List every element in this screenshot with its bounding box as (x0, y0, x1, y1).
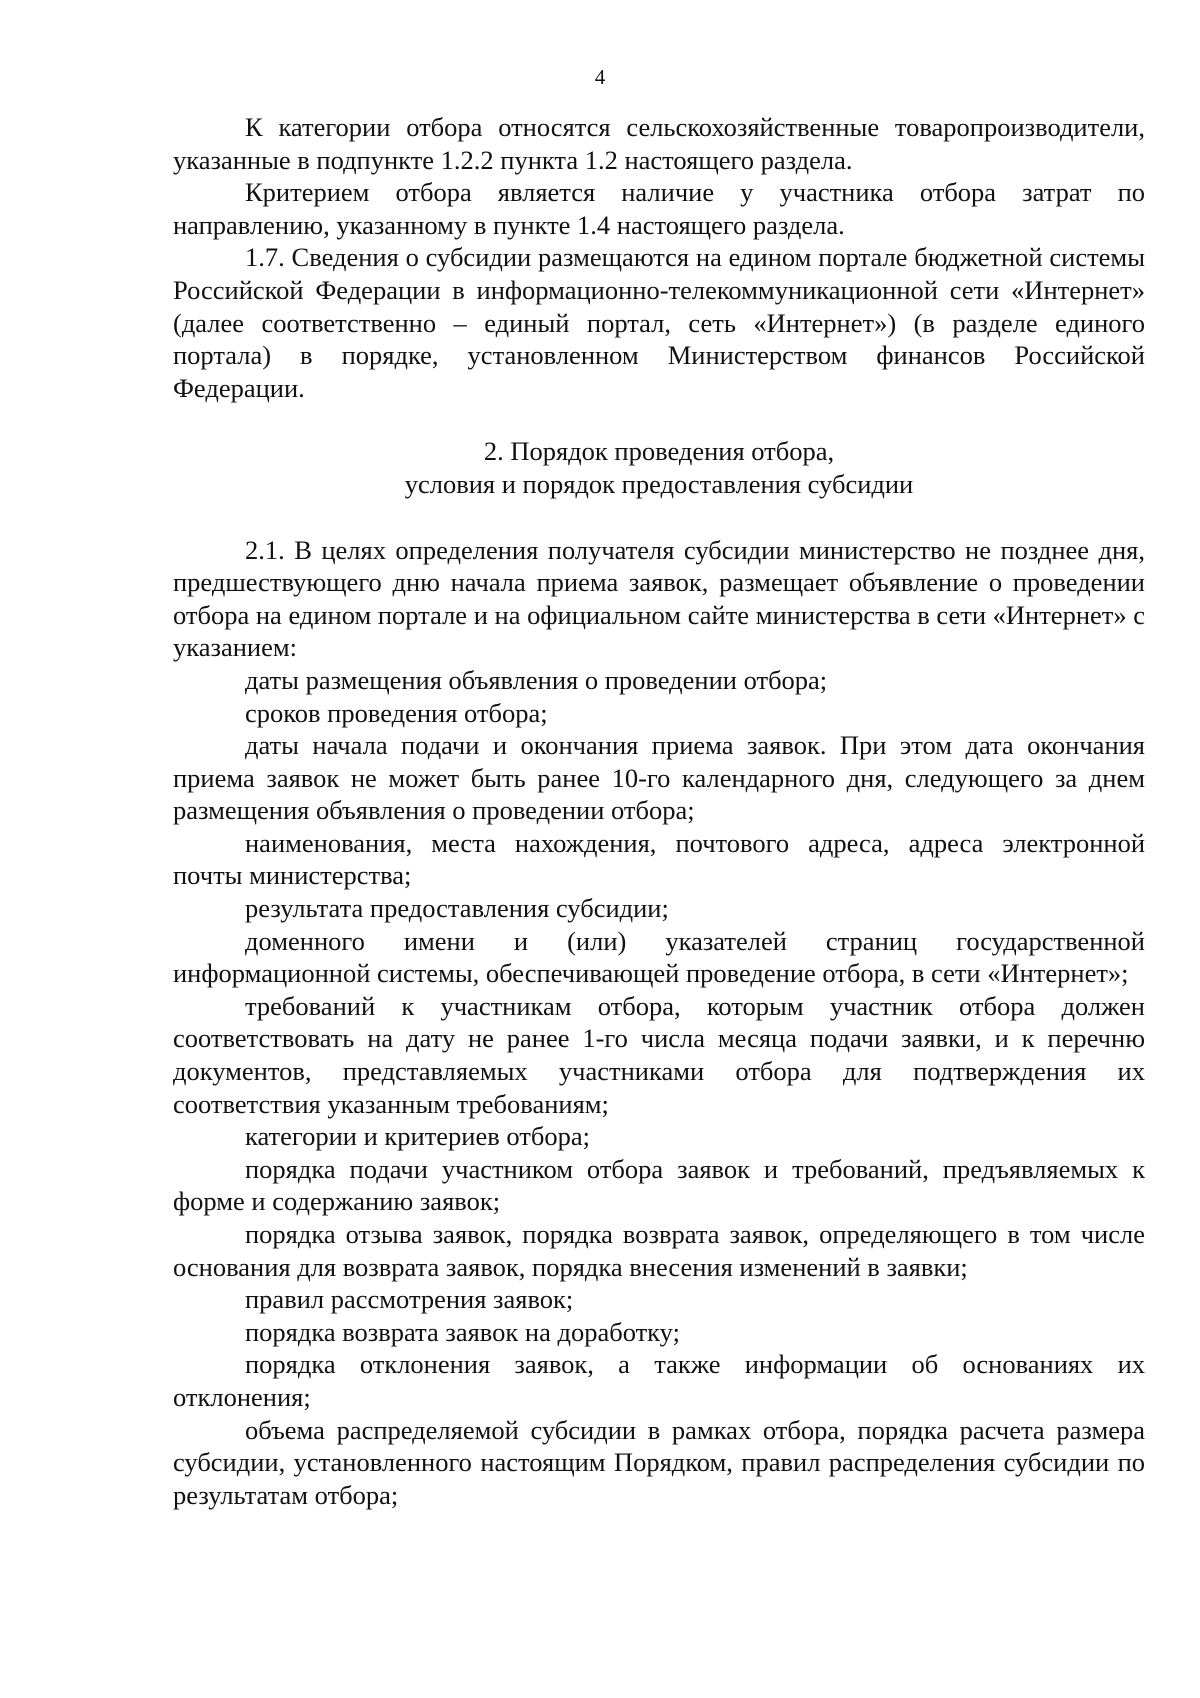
list-item: порядка подачи участником отбора заявок и требований, предъявляемых к форме и содержанию заявок; (173, 1153, 1145, 1217)
list-item: даты начала подачи и окончания приема заявок. При этом дата окончания приема заявок не может быть ранее 10-го календарного дня, следующего за днем размещения объявления о проведении отбора; (173, 730, 1145, 826)
document-body (173, 111, 1145, 1511)
list-item: даты размещения объявления о проведении отбора; (245, 664, 828, 695)
list-item: порядка отклонения заявок, а также информации об основаниях их отклонения; (173, 1349, 1145, 1412)
list-item: правил рассмотрения заявок; (245, 1284, 574, 1315)
section-heading-line-1: 2. Порядок проведения отбора, (483, 436, 835, 467)
paragraph: Критерием отбора является наличие у участника отбора затрат по направлению, указанному в пункте 1.4 настоящего раздела. (173, 177, 1145, 240)
paragraph: К категории отбора относятся сельскохозяйственные товаропроизводители, указанные в подпункте 1.2.2 пункта 1.2 настоящего раздела. (173, 112, 1145, 175)
list-item: сроков проведения отбора; (245, 697, 548, 728)
paragraph: 2.1. В целях определения получателя субсидии министерство не позднее дня, предшествующего дню начала приема заявок, размещает объявление о проведении отбора на едином портале и на официальном сайте министерства в сети «Интернет» с указанием: (173, 534, 1145, 663)
list-item: доменного имени и (или) указателей страниц государственной информационной системы, обеспечивающей проведение отбора, в сети «Интернет»; (173, 925, 1145, 989)
spacer (173, 404, 1145, 435)
section-heading-line-2: условия и порядок предоставления субсидии (404, 468, 914, 499)
list-item: объема распределяемой субсидии в рамках отбора, порядка расчета размера субсидии, установленного настоящим Порядком, правил распределения субсидии по результатам отбора; (173, 1414, 1145, 1510)
list-item: порядка возврата заявок на доработку; (245, 1316, 680, 1347)
list-item: требований к участникам отбора, которым участник отбора должен соответствовать на дату не ранее 1-го числа месяца подачи заявки, и к перечню документов, представляемых участниками отбора для подтверждения их соответствия указанным требованиям; (173, 990, 1145, 1119)
list-item: наименования, места нахождения, почтового адреса, адреса электронной почты министерства; (173, 827, 1145, 891)
list-item: категории и критериев отбора; (245, 1121, 590, 1152)
spacer (173, 501, 1145, 534)
list-item: порядка отзыва заявок, порядка возврата заявок, определяющего в том числе основания для возврата заявок, порядка внесения изменений в заявки; (173, 1219, 1145, 1282)
paragraph: 1.7. Сведения о субсидии размещаются на едином портале бюджетной системы Российской Федерации в информационно-телекоммуникационной сети «Интернет» (далее соответственно – единый портал, сеть «Интернет») (в разделе единого портала) в порядке, установленном Министерством финансов Российской Федерации. (173, 242, 1145, 403)
page-number: 4 (594, 65, 606, 89)
list-item: результата предоставления субсидии; (245, 893, 669, 924)
